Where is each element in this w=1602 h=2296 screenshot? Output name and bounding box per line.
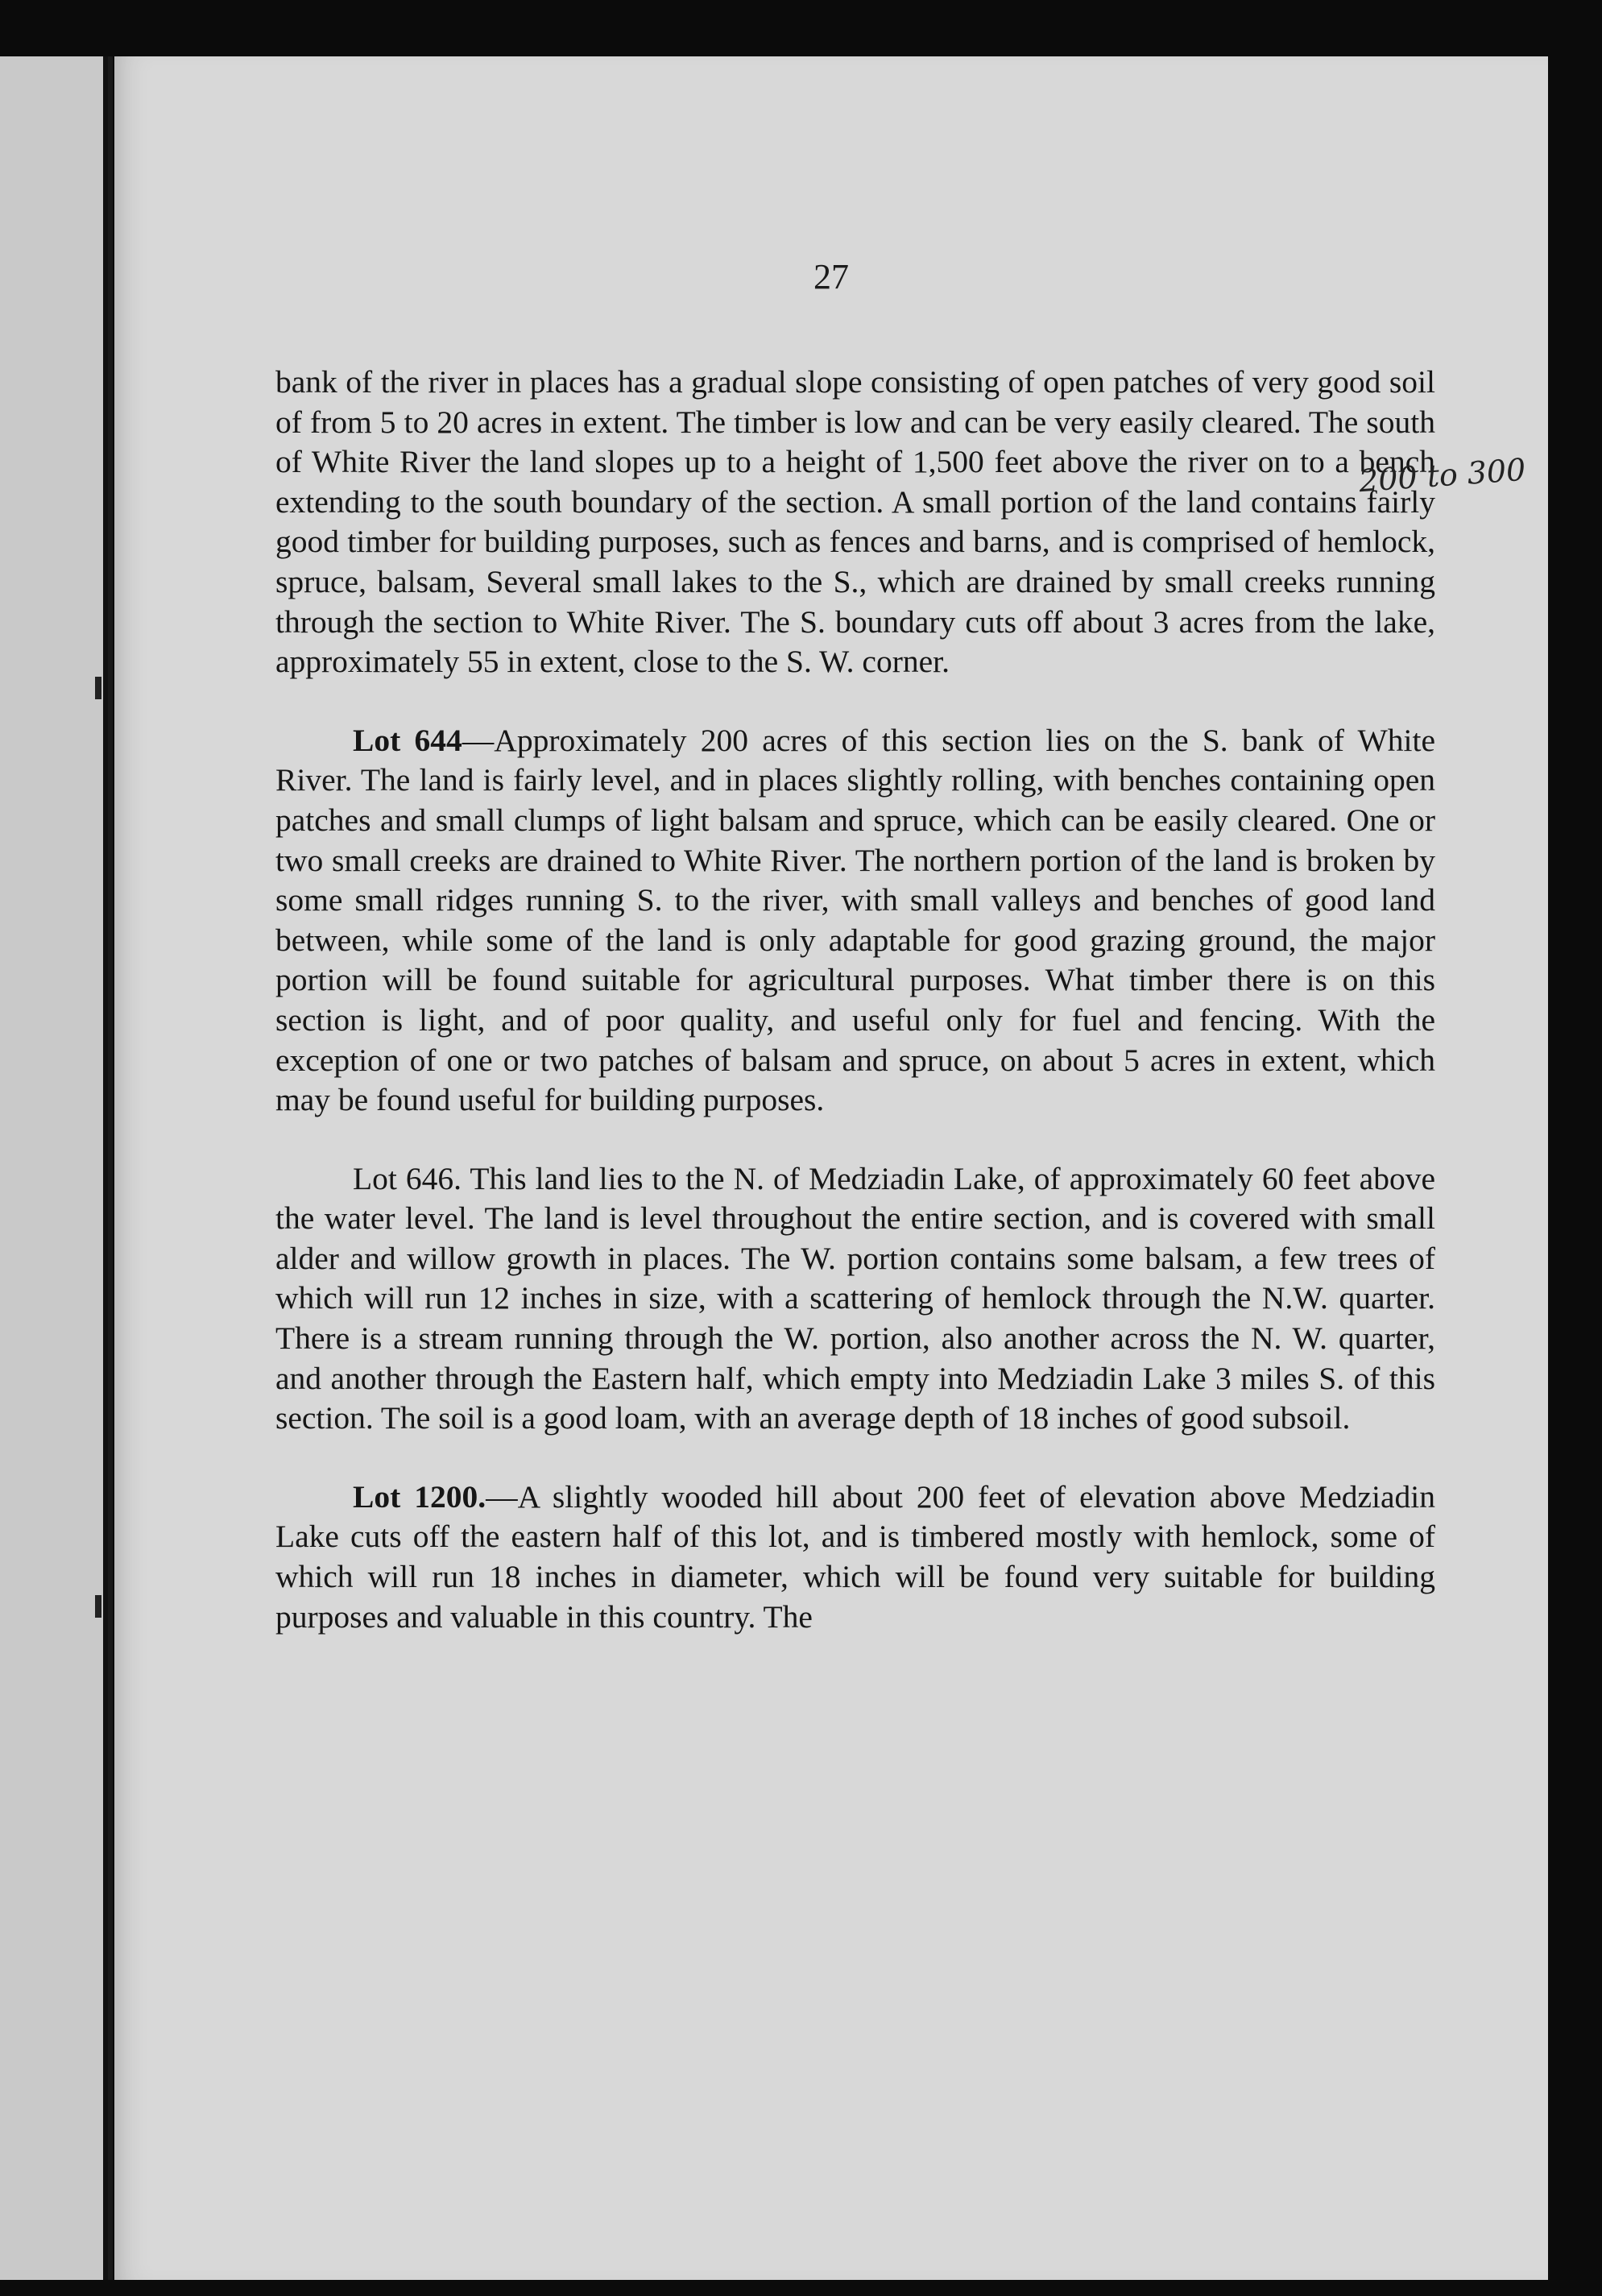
margin-tick-mark	[95, 677, 101, 699]
left-page-edge	[0, 56, 113, 2280]
body-text	[275, 363, 1435, 1676]
page-gutter-line	[103, 56, 108, 2280]
paragraph-text: bank of the river in places has a gradual slope consisting of open patches of very good soil of from 5 to 20 acres in extent. The timber is low and can be very easily cleared. The south of White River the land slopes up to a height of 1,500 feet above the river on to a bench extending to the south boundary of the section. A small portion of the land contains fairly good timber for building purposes, such as fences and barns, and is comprised of hemlock, spruce, balsam, Several small lakes to the S., which are drained by small creeks running through the section to White River. The S. boundary cuts off about 3 acres from the lake, approximately 55 in extent, close to the S. W. corner.	[275, 364, 1435, 680]
margin-tick-mark	[95, 1595, 101, 1618]
paragraph-lot-1200	[275, 1477, 1435, 1637]
paragraph-text: Lot 646. This land lies to the N. of Medziadin Lake, of approximately 60 feet above the water level. The land is level throughout the entire section, and is covered with small alder and willow growth in places. The W. portion contains some balsam, a few trees of which will run 12 inches in size, with a scattering of hemlock through the N.W. quarter. There is a stream running through the W. portion, also another across the N. W. quarter, and another through the Eastern half, which empty into Medziadin Lake 3 miles S. of this section. The soil is a good loam, with an average depth of 18 inches of good subsoil.	[275, 1160, 1435, 1436]
lot-label: Lot 1200.	[353, 1478, 486, 1515]
paragraph-text: —Approximately 200 acres of this section lies on the S. bank of White River. The land is fairly level, and in places slightly rolling, with benches containing open patches and small clumps of light balsam and spruce, which can be easily cleared. One or two small creeks are drained to White River. The northern portion of the land is broken by some small ridges running S. to the river, with small valleys and benches of good land between, while some of the land is only adaptable for good grazing ground, the major portion will be found suitable for agricultural purposes. What timber there is on this section is light, and of poor quality, and useful only for fuel and fencing. With the exception of one or two patches of balsam and spruce, on about 5 acres in extent, which may be found useful for building purposes.	[275, 722, 1436, 1118]
paragraph-lot-646	[275, 1159, 1435, 1439]
page-number: 27	[813, 257, 849, 296]
handwritten-annotation: 200 to 300	[1357, 451, 1527, 499]
paragraph-continuation	[275, 363, 1435, 682]
paragraph-lot-644	[275, 721, 1435, 1121]
paragraph-text: —A slightly wooded hill about 200 feet of elevation above Medziadin Lake cuts off the eastern half of this lot, and is timbered mostly with hemlock, some of which will run 18 inches in diameter, which will be found very suitable for building purposes and valuable in this country. The	[275, 1478, 1436, 1635]
lot-label: Lot 644	[353, 722, 462, 758]
right-page	[114, 56, 1548, 2280]
